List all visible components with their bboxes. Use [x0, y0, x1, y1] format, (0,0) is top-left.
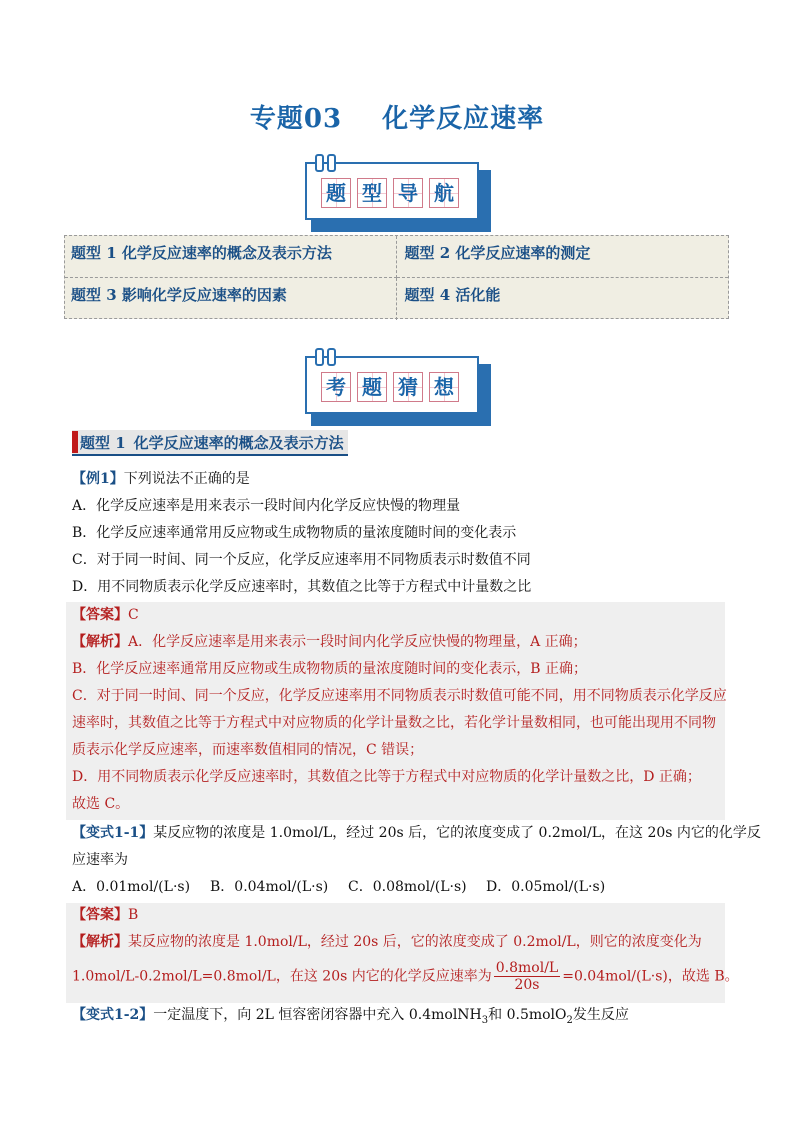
- badge-char: 导: [393, 178, 423, 208]
- variant11-question-cont: 应速率为: [72, 852, 128, 868]
- analysis-line: 质表示化学反应速率，而速率数值相同的情况，C 错误；: [72, 742, 424, 758]
- example-tag: 【例1】: [72, 471, 124, 487]
- badge-char: 猜: [393, 372, 423, 402]
- binder-ring-icon: [327, 348, 336, 366]
- analysis-line: D．用不同物质表示化学反应速率时，其数值之比等于方程式中对应物质的化学计量数之比，D 正确；: [72, 769, 701, 785]
- nav-item-type4[interactable]: 题型 4 活化能: [404, 286, 501, 304]
- section-label: 题型 1: [80, 433, 126, 452]
- badge-exam-guess: [305, 356, 485, 420]
- answer-line: 【答案】B: [72, 907, 139, 923]
- badge-char: 题: [321, 178, 351, 208]
- badge-char: 想: [429, 372, 459, 402]
- binder-ring-icon: [315, 348, 324, 366]
- option-c: C．对于同一时间、同一个反应，化学反应速率用不同物质表示时数值不同: [72, 552, 531, 568]
- analysis-line: 速率时，其数值之比等于方程式中对应物质的化学计量数之比，若化学计量数相同，也可能出现用不同物: [72, 715, 716, 731]
- title-part1: 专题03: [249, 104, 343, 134]
- badge-question-nav: [305, 162, 485, 226]
- badge-char: 题: [357, 372, 387, 402]
- section-title: 化学反应速率的概念及表示方法: [133, 433, 344, 452]
- option-a: A．化学反应速率是用来表示一段时间内化学反应快慢的物理量: [72, 498, 461, 514]
- option-b: B．0.04mol/(L·s): [210, 879, 329, 895]
- option-d: D．0.05mol/(L·s): [486, 879, 606, 895]
- analysis-line: 故选 C。: [72, 796, 130, 812]
- answer-line: 【答案】C: [72, 607, 139, 623]
- option-b: B．化学反应速率通常用反应物或生成物物质的量浓度随时间的变化表示: [72, 525, 517, 541]
- variant12-question: 【变式1-2】一定温度下，向 2L 恒容密闭容器中充入 0.4molNH$_3$和 0.5molO$_2$发生反应: [72, 1007, 629, 1026]
- question-type-nav: [64, 235, 729, 319]
- nav-item-type1[interactable]: 题型 1 化学反应速率的概念及表示方法: [65, 236, 397, 278]
- variant11-question: 【变式1-1】某反应物的浓度是 1.0mol/L，经过 20s 后，它的浓度变成了 0.2mol/L，在这 20s 内它的化学反: [72, 825, 761, 841]
- analysis-line: B．化学反应速率通常用反应物或生成物物质的量浓度随时间的变化表示，B 正确；: [72, 661, 588, 677]
- analysis-line: 【解析】某反应物的浓度是 1.0mol/L，经过 20s 后，它的浓度变成了 0.2mol/L，则它的浓度变化为: [72, 934, 702, 950]
- nav-item-type3[interactable]: 题型 3 影响化学反应速率的因素: [65, 278, 397, 320]
- section-heading: [72, 430, 348, 456]
- example1-question: 【例1】下列说法不正确的是: [72, 471, 250, 487]
- binder-ring-icon: [327, 154, 336, 172]
- variant-tag: 【变式1-2】: [72, 1007, 154, 1023]
- option-d: D．用不同物质表示化学反应速率时，其数值之比等于方程式中计量数之比: [72, 579, 532, 595]
- analysis-line: C．对于同一时间、同一个反应，化学反应速率用不同物质表示时数值可能不同，用不同物质表示化学反应: [72, 688, 727, 704]
- option-a: A．0.01mol/(L·s): [72, 879, 191, 895]
- analysis-line-fraction: 1.0mol/L-0.2mol/L=0.8mol/L，在这 20s 内它的化学反应速率为 $\frac{\text{0.8mol/L}}{20s}$ =0.04mol/(L·s)，故选 B。: [72, 960, 739, 993]
- option-c: C．0.08mol/(L·s): [348, 879, 467, 895]
- nav-item-type2[interactable]: 题型 2 化学反应速率的测定: [397, 236, 729, 278]
- section-marker: [72, 431, 78, 453]
- variant11-options: [72, 878, 605, 896]
- analysis-line: 【解析】A．化学反应速率是用来表示一段时间内化学反应快慢的物理量，A 正确；: [72, 634, 587, 650]
- page-title: [0, 98, 794, 135]
- binder-ring-icon: [315, 154, 324, 172]
- badge-char: 型: [357, 178, 387, 208]
- fraction: $\frac{\text{0.8mol/L}}{20s}$: [495, 960, 559, 993]
- badge-char: 航: [429, 178, 459, 208]
- variant-tag: 【变式1-1】: [72, 825, 154, 841]
- title-part2: 化学反应速率: [382, 104, 545, 134]
- badge-char: 考: [321, 372, 351, 402]
